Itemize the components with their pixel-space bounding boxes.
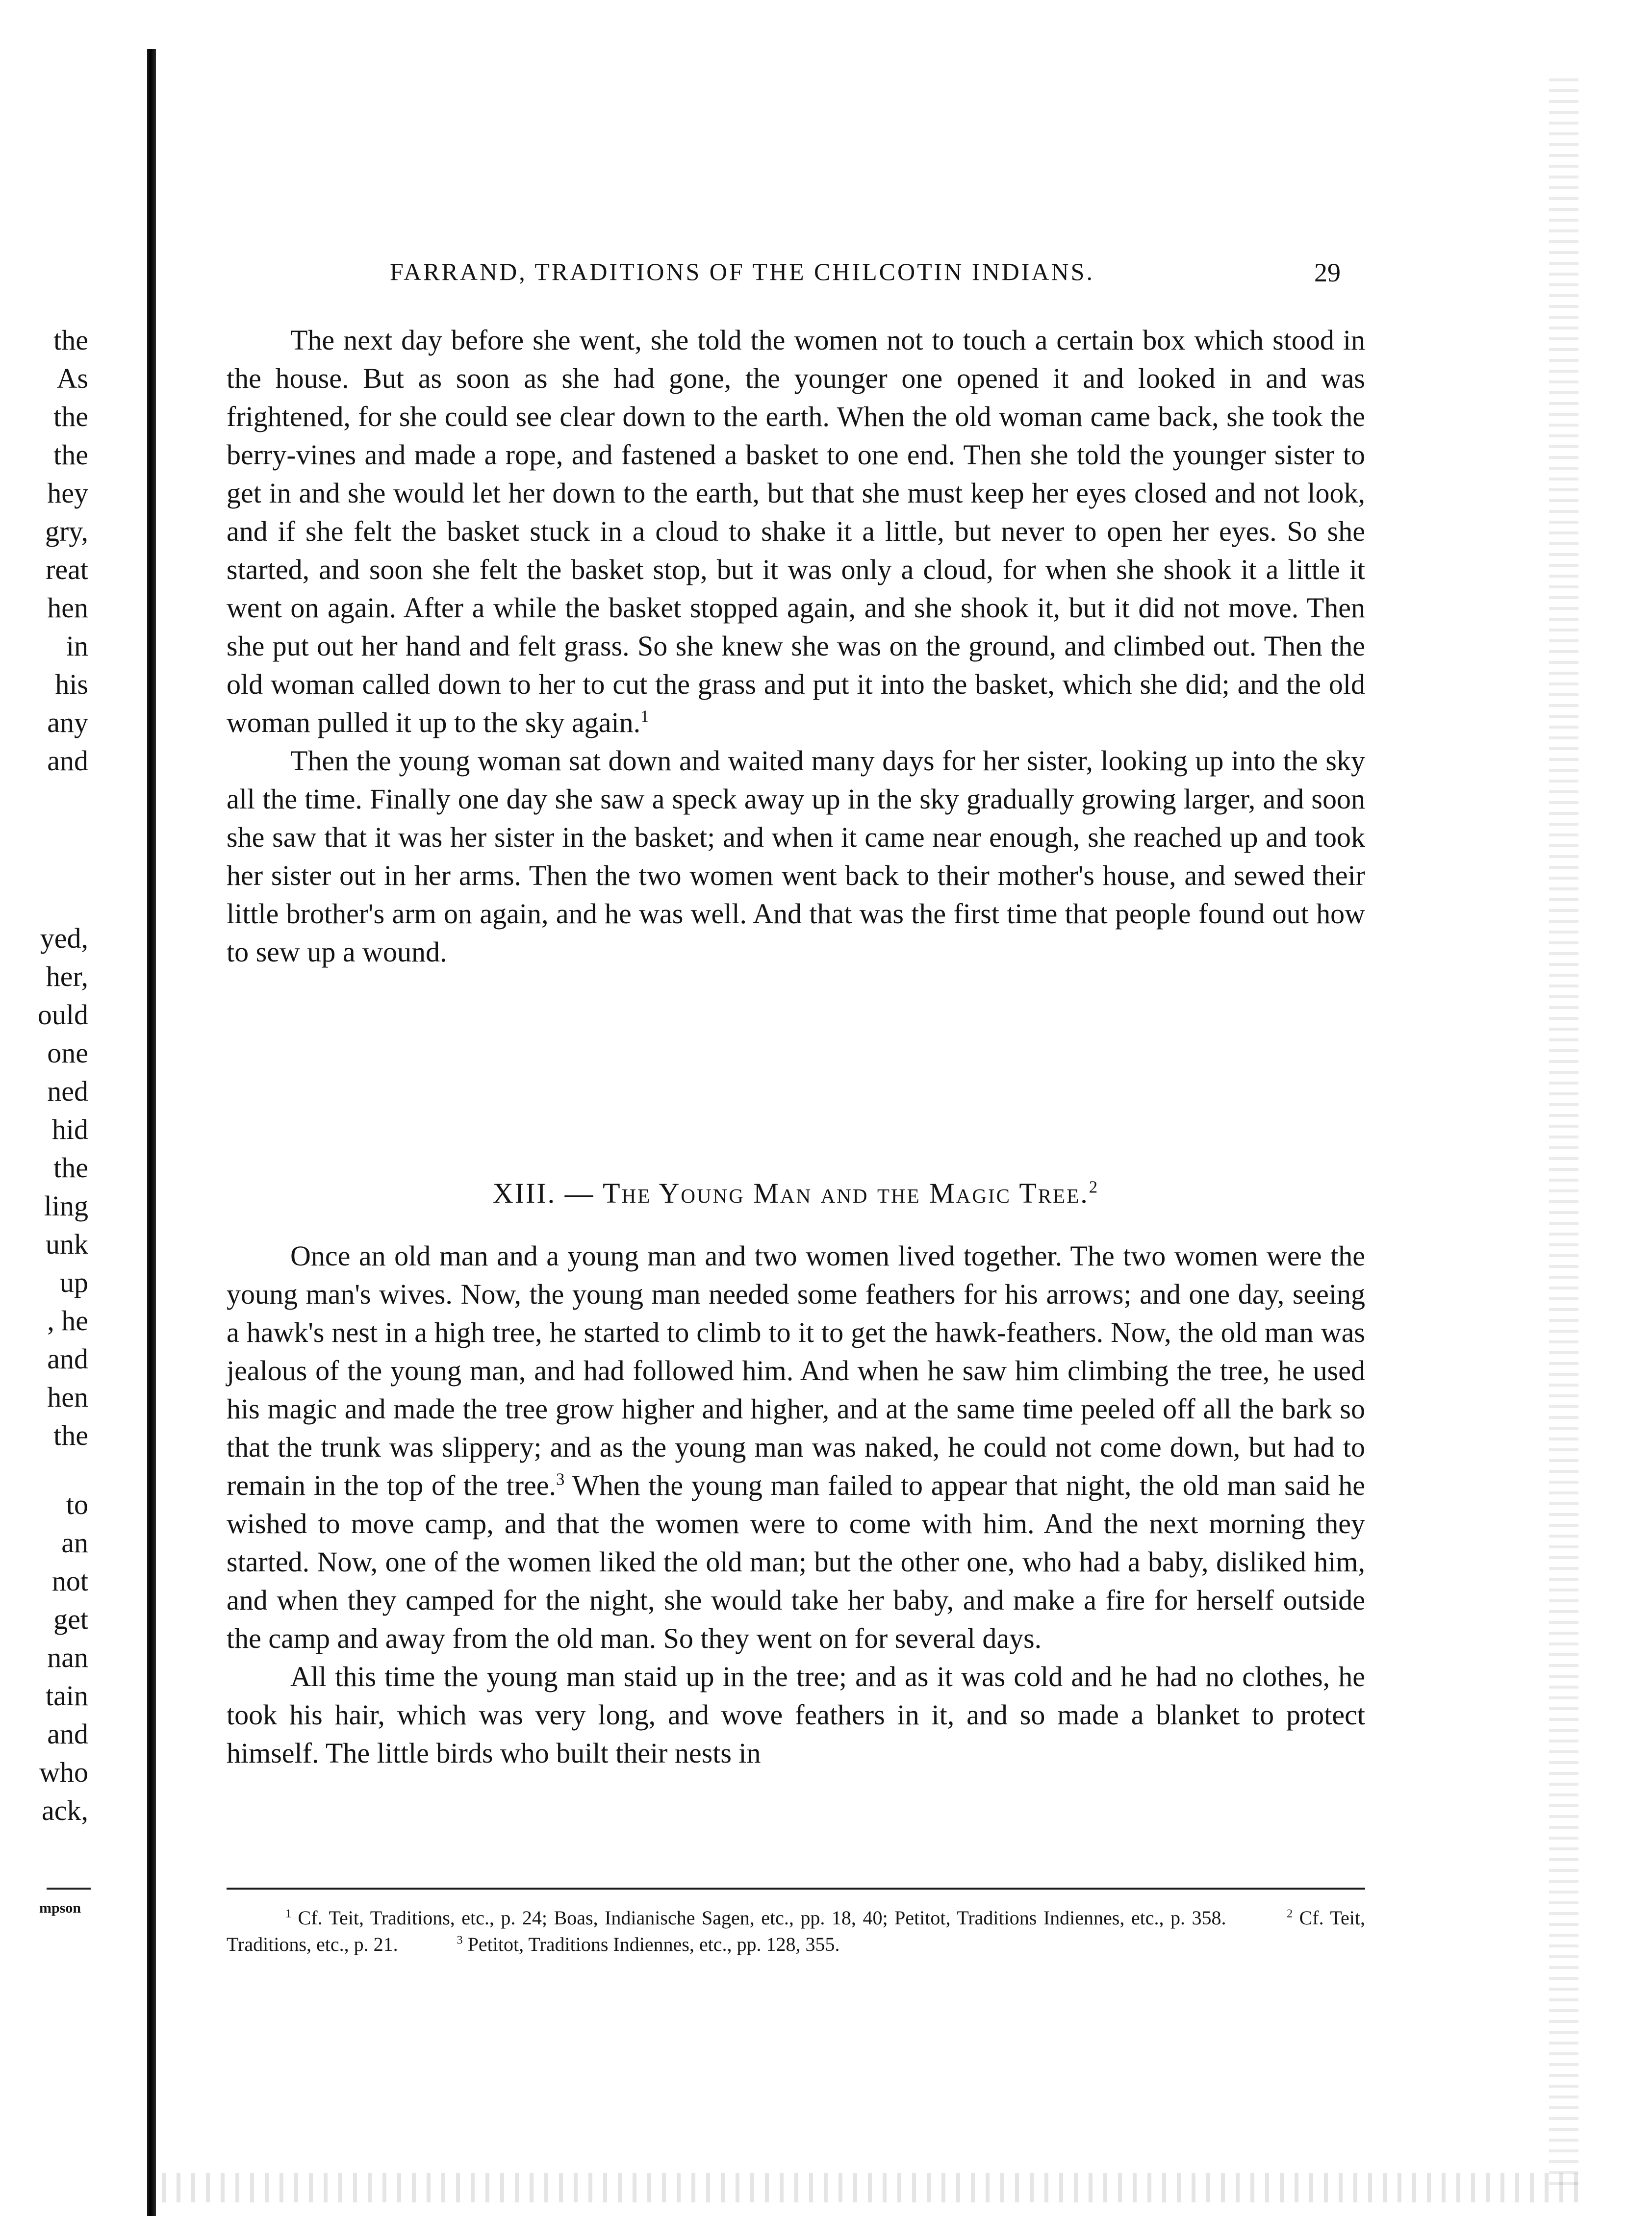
gutter-fragment: reat (46, 554, 88, 585)
gutter-fragment: who (39, 1756, 88, 1788)
gutter-fragment: an (61, 1527, 88, 1559)
page-edge-speckle (1549, 78, 1578, 2187)
footnote-marker: 2 (1089, 1177, 1099, 1197)
footnote: $^1$ Cf. Teit, Traditions, etc., p. 24; Boas, Indianische Sagen, etc., pp. 18, 40; Petitot, Traditions Indiennes, etc., p. 358. (285, 1907, 1226, 1929)
paragraph: Then the young woman sat down and waited many days for her sister, looking up into the sky all the time. Finally one day she saw a speck away up in the sky gradually growing larger, and soon she saw that it was her sister in the basket; and when it came near enough, she reached up and took her sister out in her arms. Then the two women went back to their mother's house, and sewed their little brother's arm on again, and he was well. And that was the first time that people found out how to sew up a wound. (227, 745, 1365, 968)
gutter-fragment: and (47, 745, 88, 777)
text-block-bottom (227, 1237, 1365, 1772)
gutter-fragment: tain (46, 1680, 88, 1712)
gutter-fragment: the (53, 324, 88, 356)
footnotes (227, 1905, 1365, 1958)
gutter-fragment: any (47, 707, 88, 738)
gutter-fragment: get (53, 1603, 88, 1635)
gutter-fragment: up (60, 1266, 88, 1298)
gutter-fragment: her, (46, 960, 88, 992)
gutter-fragment: hen (47, 592, 88, 624)
gutter-fragment: the (53, 439, 88, 471)
gutter-fragment: gry, (45, 515, 88, 547)
footnote-rule (227, 1888, 1365, 1890)
binding-gutter-bar (147, 49, 156, 2216)
gutter-fragment: one (47, 1037, 88, 1069)
gutter-fragment: ling (44, 1190, 88, 1222)
gutter-fragment: and (47, 1718, 88, 1750)
section-heading: XIII. — The Young Man and the Magic Tree.$^2$ (492, 1177, 1099, 1209)
gutter-fragments-low (10, 1486, 88, 1830)
gutter-rule (47, 1888, 91, 1890)
gutter-fragment: in (66, 630, 88, 662)
gutter-fragment: not (51, 1565, 88, 1597)
page-number: 29 (1314, 258, 1341, 287)
gutter-fragment: the (53, 1419, 88, 1451)
gutter-fragment: his (55, 668, 88, 700)
gutter-fragments-top (10, 321, 88, 780)
page-bottom-speckle (162, 2173, 1584, 2202)
paragraph: The next day before she went, she told the women not to touch a certain box which stood in the house. But as soon as she had gone, the younger one opened it and looked in and was frightened, for she could see clear down to the earth. When the old woman came back, she took the berry-vines and made a rope, and fastened a basket to one end. Then she told the younger sister to get in and she would let her down to the earth, but that she must keep her eyes closed and not look, and if she felt the basket stuck in a cloud to shake it a little, but never to open her eyes. So she started, and soon she felt the basket stop, but it was only a cloud, for when she shook it a little it went on again. After a while the basket stopped again, and she shook it, but it did not move. Then she put out her hand and felt grass. So she knew she was on the ground, and climbed out. Then the old woman called down to her to cut the grass and put it into the basket, which she did; and the old woman pulled it up to the sky again.$^1$ (227, 324, 1365, 738)
gutter-fragment: ned (47, 1075, 88, 1107)
gutter-fragment: As (56, 362, 88, 394)
gutter-fragment: ould (37, 999, 88, 1031)
paragraph: All this time the young man staid up in the tree; and as it was cold and he had no clothes, he took his hair, which was very long, and wove feathers in it, and so made a blanket to protect himself. The little birds who built their nests in (227, 1661, 1365, 1769)
gutter-fragment: unk (46, 1228, 88, 1260)
gutter-fragment: and (47, 1343, 88, 1375)
gutter-fragment: the (53, 401, 88, 432)
footnote-marker: 3 (556, 1469, 565, 1489)
paragraph: Once an old man and a young man and two women lived together. The two women were the young man's wives. Now, the young man needed some feathers for his arrows; and one day, seeing a hawk's nest in a high tree, he started to climb to it to get the hawk-feathers. Now, the old man was jealous of the young man, and had followed him. And when he saw him climbing the tree, he used his magic and made the tree grow higher and higher, and at the same time peeled off all the bark so that the trunk was slippery; and as the young man was naked, he could not come down, but had to remain in the top of the tree.$^3$ When the young man failed to appear that night, the old man said he wished to move camp, and that the women were to come with him. And the next morning they started. Now, one of the women liked the old man; but the other one, who had a baby, disliked him, and when they camped for the night, she would take her baby, and make a fire for herself outside the camp and away from the old man. So they went on for several days. (227, 1240, 1366, 1654)
gutter-fragment: to (66, 1489, 88, 1520)
gutter-fragments-mid (10, 919, 88, 1455)
text-block-top (227, 321, 1365, 971)
running-head: FARRAND, TRADITIONS OF THE CHILCOTIN INDIANS. (390, 258, 1094, 285)
gutter-fragment: yed, (40, 922, 88, 954)
gutter-fragment: , he (47, 1305, 88, 1337)
gutter-fragment: hey (47, 477, 88, 509)
gutter-fragment: hid (51, 1113, 88, 1145)
gutter-fragment: ack, (42, 1794, 88, 1826)
footnote: $^3$ Petitot, Traditions Indiennes, etc., pp. 128, 355. (457, 1933, 840, 1955)
gutter-fragment: nan (47, 1641, 88, 1673)
gutter-footnote-fragment: mpson (39, 1900, 81, 1916)
gutter-fragment: hen (47, 1381, 88, 1413)
footnote: $^2$ Cf. Teit, Traditions, etc., p. 21. (227, 1907, 1366, 1955)
gutter-fragment: the (53, 1152, 88, 1184)
footnote-marker: 1 (640, 707, 649, 726)
